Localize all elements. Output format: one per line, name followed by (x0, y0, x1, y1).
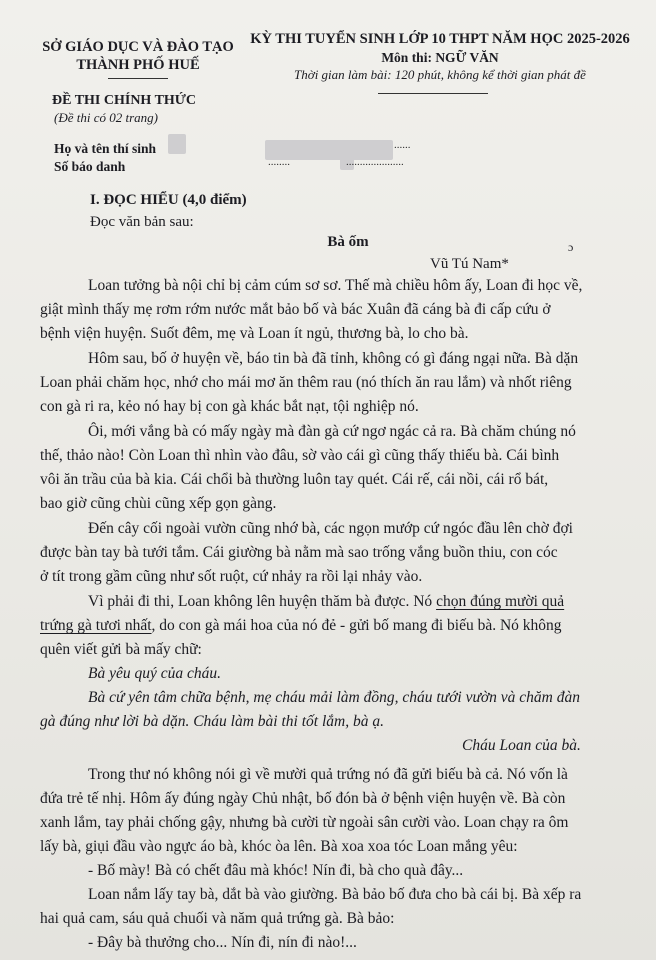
section-heading: I. ĐỌC HIỂU (4,0 điểm) (90, 192, 247, 208)
text-line: vôi ăn trầu của bà kia. Cái chổi bà thường luôn tay quét. Cái rế, cái nồi, cái rổ bát, (40, 471, 549, 488)
margin-mark: ɔ (568, 240, 574, 254)
exam-subject: Môn thi: NGỮ VĂN (381, 50, 499, 65)
text-line: Hôm sau, bố ở huyện về, báo tin bà đã tỉnh, không có gì đáng ngại nữa. Bà dặn (88, 350, 579, 367)
text-line: xanh lắm, tay phải chống gậy, nhưng bà cười từ ngoài sân cười vào. Loan chạy ra ôm (40, 814, 569, 831)
letter-signature: Cháu Loan của bà. (462, 737, 581, 754)
city-name: THÀNH PHỐ HUẾ (76, 57, 200, 73)
dotted-blank: ..................... (346, 156, 404, 168)
header-right-underline (378, 93, 488, 94)
exam-time: Thời gian làm bài: 120 phút, không kể thời gian phát đề (294, 67, 586, 82)
letter-body: gà đúng như lời bà dặn. Cháu làm bài thi tốt lắm, bà ạ. (40, 713, 384, 730)
dotted-blank: ........ (268, 156, 290, 168)
candidate-fields (54, 140, 156, 176)
department-name: SỞ GIÁO DỤC VÀ ĐÀO TẠO (42, 39, 234, 55)
dialogue-line: - Bố mày! Bà có chết đâu mà khóc! Nín đi, bà cho quà đây... (88, 862, 464, 879)
text-line: con gà ri ra, kẻo nó hay bị con gà khác bắt nạt, tội nghiệp nó. (40, 398, 419, 415)
letter-body: Bà cứ yên tâm chữa bệnh, mẹ cháu mải làm đồng, cháu tưới vườn và chăm đàn (88, 689, 581, 706)
text-line: giật mình thấy mẹ rơm rớm nước mắt bảo bố và bác Xuân đã cáng bà đi cấp cứu ở (40, 301, 551, 318)
underlined-phrase: chọn đúng mười quả (436, 593, 565, 610)
text-line: đứa trẻ tế nhị. Hôm ấy đúng ngày Chủ nhật, bố đón bà ở bệnh viện huyện về. Bà còn (40, 790, 566, 807)
text-line (88, 592, 656, 612)
text-line: Loan nắm lấy tay bà, dắt bà vào giường. Bà bảo bố đưa cho bà cái bị. Bà xếp ra (88, 886, 582, 903)
story-title: Bà ốm (327, 234, 369, 250)
text-line: ở tít trong gầm cũng như sốt ruột, cứ nhảy ra rồi lại nhảy vào. (40, 568, 423, 585)
letter-greeting: Bà yêu quý của cháu. (88, 665, 221, 682)
text-segment: , do con gà mái hoa của nó đẻ - gửi bố mang đi biếu bà. Nó không (151, 617, 562, 634)
text-line: Loan phải chăm học, nhớ cho mái mơ ăn thêm rau (nó thích ăn rau lắm) và nhốt riêng (40, 374, 572, 391)
text-line: được bàn tay bà tưới tắm. Cái giường bà nằm mà sao trống vắng buồn thiu, con cóc (40, 544, 558, 561)
candidate-id-label: Số báo danh (54, 159, 126, 174)
underlined-phrase: trứng gà tươi nhất (40, 617, 152, 634)
page-count: (Đề thi có 02 trang) (54, 110, 158, 125)
story-author: Vũ Tú Nam* (430, 256, 509, 272)
candidate-name-label: Họ và tên thí sinh (54, 141, 157, 156)
dialogue-line: - Đây bà thưởng cho... Nín đi, nín đi nào!... (88, 934, 357, 951)
redacted-field (168, 134, 186, 154)
text-line: quên viết gửi bà mấy chữ: (40, 641, 202, 658)
text-line: Trong thư nó không nói gì về mười quả trứng nó đã gửi biếu bà cả. Nó vốn là (88, 766, 568, 783)
text-line: lấy bà, giụi đầu vào ngực áo bà, khóc òa lên. Bà xoa xoa tóc Loan mắng yêu: (40, 838, 518, 855)
text-line: Ôi, mới vắng bà có mấy ngày mà đàn gà cứ ngơ ngác cả ra. Bà chăm chúng nó (88, 423, 576, 440)
text-line: thế, thảo nào! Còn Loan thì nhìn vào đâu, sờ vào cái gì cũng thấy thiếu bà. Cái bình (40, 447, 560, 464)
text-line (40, 616, 630, 636)
text-segment: Vì phải đi thi, Loan không lên huyện thăm bà được. Nó (88, 593, 437, 610)
text-line: hai quả cam, sáu quả chuối và năm quả trứng gà. Bà bảo: (40, 910, 395, 927)
text-line: Loan tưởng bà nội chỉ bị cảm cúm sơ sơ. Thế mà chiều hôm ấy, Loan đi học về, (88, 277, 583, 294)
section-intro: Đọc văn bản sau: (90, 214, 194, 230)
header-left-underline (108, 78, 168, 79)
official-label: ĐỀ THI CHÍNH THỨC (52, 93, 197, 108)
dotted-blank: ...... (394, 139, 411, 151)
text-line: Đến cây cối ngoài vườn cũng nhớ bà, các ngọn mướp cứ ngóc đầu lên chờ đợi (88, 520, 573, 537)
department-header (28, 38, 248, 74)
exam-title: KỲ THI TUYỂN SINH LỚP 10 THPT NĂM HỌC 2025-2026 (250, 31, 630, 47)
exam-header (240, 30, 640, 83)
text-line: bệnh viện huyện. Suốt đêm, mẹ và Loan ít ngủ, thương bà, lo cho bà. (40, 325, 469, 342)
text-line: bao giờ cũng chùi cũng xếp gọn gàng. (40, 495, 277, 512)
